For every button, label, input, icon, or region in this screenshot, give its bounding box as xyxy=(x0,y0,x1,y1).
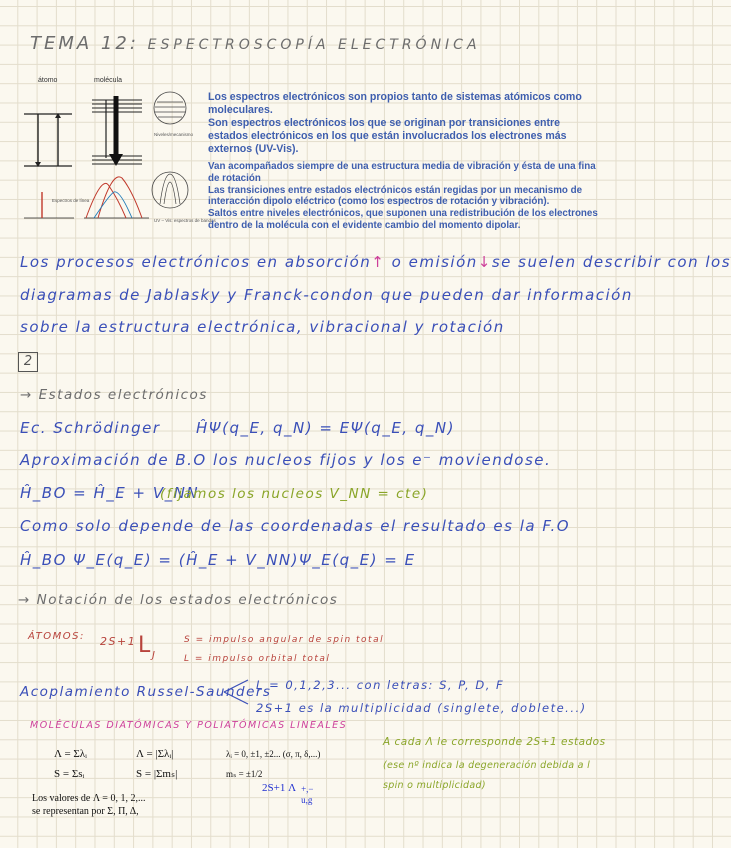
lambda-abs-def: Λ = |Σλᵢ| xyxy=(136,748,174,760)
eigen-equation: Ĥ_BO Ψ_E(q_E) = (Ĥ_E + V_NN)Ψ_E(q_E) = E xyxy=(20,551,416,569)
lambda-sum-left xyxy=(54,744,87,784)
multiplicity-line: 2S+1 es la multiplicidad (singlete, doblete...) xyxy=(256,701,587,715)
hand-line-1a: Los procesos electrónicos en absorción xyxy=(20,253,372,271)
spin-abs-def: S = |Σmₛ| xyxy=(136,768,178,780)
spin-sum-def: S = Σsᵢ xyxy=(54,768,85,780)
lambda-sum-def: Λ = Σλᵢ xyxy=(54,748,87,760)
right-arrow-icon: → xyxy=(20,387,33,403)
ms-values: mₛ = ±1/2 xyxy=(226,769,263,779)
intro-line: Saltos entre niveles electrónicos, que suponen una redistribución de los electrones xyxy=(208,208,598,220)
notacion-text: Notación de los estados electrónicos xyxy=(36,592,339,608)
band-caption-1: Espectros de línea xyxy=(52,198,90,203)
hand-line-1 xyxy=(20,253,731,271)
lambda-values-right xyxy=(226,744,320,784)
intro-line: Las transiciones entre estados electrónicos están regidas por un mecanismo de xyxy=(208,184,583,196)
molecular-term-symbol xyxy=(262,784,313,806)
intro-line: estados electrónicos en los que están involucrados los electrones más xyxy=(208,130,567,142)
notacion-heading xyxy=(18,592,338,608)
intro-line: interacción dipolo eléctrico (como los espectros de rotación y vibración). xyxy=(208,196,550,208)
lambda-i-values: λᵢ = 0, ±1, ±2... (σ, π, δ,...) xyxy=(226,749,321,759)
coords-line: Como solo depende de las coordenadas el resultado es la F.O xyxy=(20,517,571,535)
right-arrow-icon: → xyxy=(18,592,31,608)
band-caption-2: UV – Vis: espectros de bandas xyxy=(154,218,216,223)
green-note-1: A cada Λ le corresponde 2S+1 estados xyxy=(383,736,606,748)
values-line-1: Los valores de Λ = 0, 1, 2,... xyxy=(32,793,146,804)
intro-line: de rotación xyxy=(208,172,261,184)
level-label: Niveles/mecanismo xyxy=(154,132,194,137)
term-subscript-J: J xyxy=(152,650,157,661)
molecules-heading: MOLÉCULAS DIATÓMICAS Y POLIATÓMICAS LINEALES xyxy=(30,720,348,731)
energy-figure xyxy=(14,74,216,224)
term-letter-L: L xyxy=(138,633,152,658)
bo-approximation-line: Aproximación de B.O los nucleos fijos y los e⁻ moviendose. xyxy=(20,451,552,469)
l-definition: L = impulso orbital total xyxy=(184,654,331,664)
molecule-label: molécula xyxy=(94,77,123,84)
hbo-equation: Ĥ_BO = Ĥ_E + V_NN xyxy=(20,484,200,502)
hand-line-3: sobre la estructura electrónica, vibracional y rotación xyxy=(20,318,505,336)
term-symbol-main: 2S+1 Λ xyxy=(262,782,297,794)
branch-arrows xyxy=(222,674,252,710)
atom-label: átomo xyxy=(38,77,58,84)
term-multiplicity: 2S+1 xyxy=(100,635,137,648)
energy-diagram-svg xyxy=(14,74,216,224)
hand-line-1c: se suelen describir con los xyxy=(491,253,731,271)
intro-line: externos (UV-Vis). xyxy=(208,143,299,155)
hbo-note: (fijamos los nucleos V_NN = cte) xyxy=(160,486,429,502)
intro-line: Los espectros electrónicos son propios tanto de sistemas atómicos como xyxy=(208,91,582,103)
term-subscript: u,g xyxy=(301,795,313,805)
title-rest: ESPECTROSCOPÍA ELECTRÓNICA xyxy=(147,37,481,53)
down-arrow-icon: ↓ xyxy=(477,253,492,271)
intro-line: moleculares. xyxy=(208,104,273,116)
schrodinger-label: Ec. Schrödinger xyxy=(20,419,161,437)
schrodinger-equation: ĤΨ(q_E, q_N) = EΨ(q_E, q_N) xyxy=(196,419,455,437)
term-superscript: +,− xyxy=(301,784,314,794)
estados-heading xyxy=(20,387,208,403)
green-note-2: (ese nº indica la degeneración debida a l xyxy=(383,760,591,771)
page-title xyxy=(30,33,481,54)
lambda-abs-mid xyxy=(136,744,177,784)
up-arrow-icon: ↑ xyxy=(371,253,386,271)
intro-paragraph-2 xyxy=(208,161,618,232)
hand-line-2: diagramas de Jablasky y Franck-condon que pueden dar información xyxy=(20,286,633,304)
title-prefix: TEMA 12: xyxy=(30,33,139,54)
term-symbol-indices xyxy=(301,784,313,806)
estados-text: Estados electrónicos xyxy=(38,387,208,403)
intro-line: Van acompañados siempre de una estructura media de vibración y ésta de una fina xyxy=(208,161,596,172)
s-definition: S = impulso angular de spin total xyxy=(184,635,385,645)
values-line-2: se representan por Σ, Π, Δ, xyxy=(32,806,139,817)
intro-line: dentro de la molécula con el evidente cambio del momento dipolar. xyxy=(208,219,521,231)
green-note-3: spin o multiplicidad) xyxy=(383,780,486,791)
lambda-values-text xyxy=(32,792,145,818)
russel-saunders-label: Acoplamiento Russel-Saunders xyxy=(20,684,272,700)
atomos-label: ÁTOMOS: xyxy=(28,631,85,642)
intro-line: Son espectros electrónicos los que se originan por transiciones entre xyxy=(208,117,561,129)
intro-paragraph-1 xyxy=(208,91,618,156)
hand-line-1b: o emisión xyxy=(391,253,478,271)
section-number-box: 2 xyxy=(18,352,38,372)
l-values-line: L = 0,1,2,3... con letras: S, P, D, F xyxy=(256,678,505,692)
